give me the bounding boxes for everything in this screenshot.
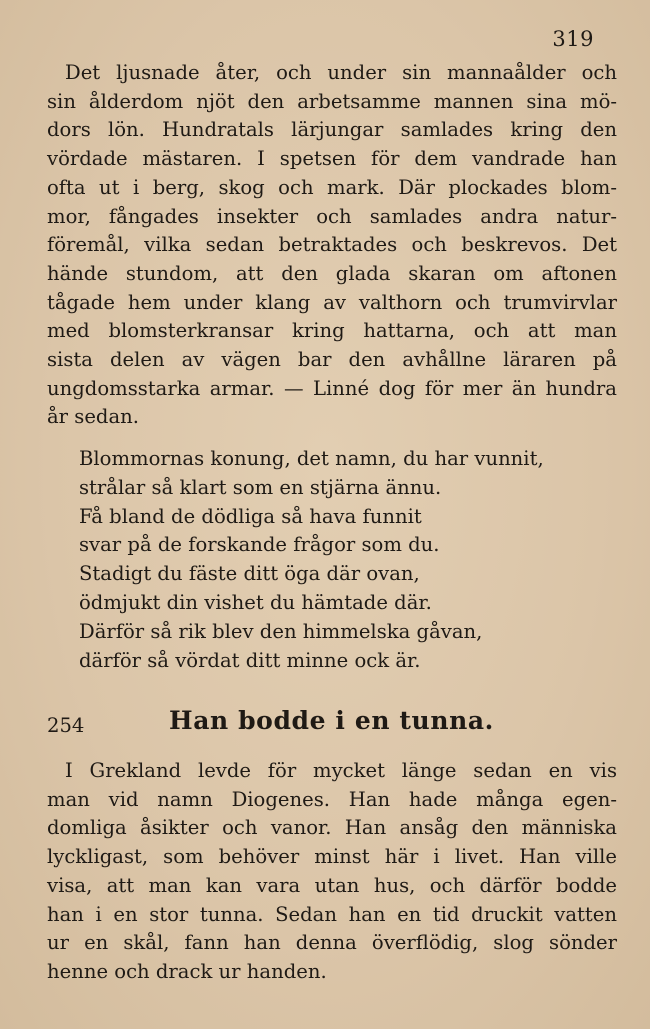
page-number: 319 — [552, 27, 594, 51]
section-number: 254 — [47, 714, 85, 737]
text-line: sin ålderdom njöt den arbetsamme mannen sina mö- — [47, 89, 617, 113]
section-title: Han bodde i en tunna. — [169, 706, 494, 735]
text-line: dors lön. Hundratals lärjungar samlades kring den — [47, 118, 617, 142]
text-line: hände stundom, att den glada skaran om aftonen — [47, 261, 617, 285]
text-line: år sedan. — [47, 405, 139, 429]
verse-line: Blommornas konung, det namn, du har vunnit, — [79, 447, 544, 470]
diogenes-paragraph — [47, 757, 617, 987]
text-line: visa, att man kan vara utan hus, och därför bodde — [47, 873, 617, 897]
text-line: domliga åsikter och vanor. Han ansåg den människa — [47, 816, 617, 840]
text-line: föremål, vilka sedan betraktades och beskrevos. Det — [47, 233, 617, 257]
text-line: mor, fångades insekter och samlades andra natur- — [47, 204, 617, 228]
text-line: sista delen av vägen bar den avhållne läraren på — [47, 348, 617, 372]
verse-line: Stadigt du fäste ditt öga där ovan, — [79, 562, 420, 586]
text-line: ur en skål, fann han denna överflödig, slog sönder — [47, 931, 617, 955]
text-line: I Grekland levde för mycket länge sedan en vis — [65, 759, 617, 782]
verse-line: ödmjukt din vishet du hämtade där. — [79, 590, 432, 614]
text-line: han i en stor tunna. Sedan han en tid druckit vatten — [47, 902, 617, 926]
poem-stanza — [79, 445, 544, 675]
text-line: lyckligast, som behöver minst här i livet. Han ville — [47, 845, 617, 869]
verse-line: därför så vördat ditt minne ock är. — [79, 648, 421, 672]
text-line: tågade hem under klang av valthorn och trumvirvlar — [47, 290, 617, 314]
text-line: ofta ut i berg, skog och mark. Där plockades blom- — [47, 175, 617, 199]
verse-line: Få bland de dödliga så hava funnit — [79, 504, 422, 528]
text-line: henne och drack ur handen. — [47, 959, 327, 983]
text-line: med blomsterkransar kring hattarna, och att man — [47, 319, 617, 343]
text-line: vördade mästaren. I spetsen för dem vandrade han — [47, 147, 617, 171]
verse-line: svar på de forskande frågor som du. — [79, 533, 440, 557]
verse-line: Därför så rik blev den himmelska gåvan, — [79, 619, 483, 643]
text-line: ungdomsstarka armar. — Linné dog för mer än hundra — [47, 376, 617, 400]
text-line: Det ljusnade åter, och under sin mannaålder och — [65, 61, 617, 84]
linne-paragraph — [47, 59, 617, 432]
section-heading — [47, 706, 617, 742]
text-line: man vid namn Diogenes. Han hade många egen- — [47, 787, 617, 811]
verse-line: strålar så klart som en stjärna ännu. — [79, 475, 442, 499]
